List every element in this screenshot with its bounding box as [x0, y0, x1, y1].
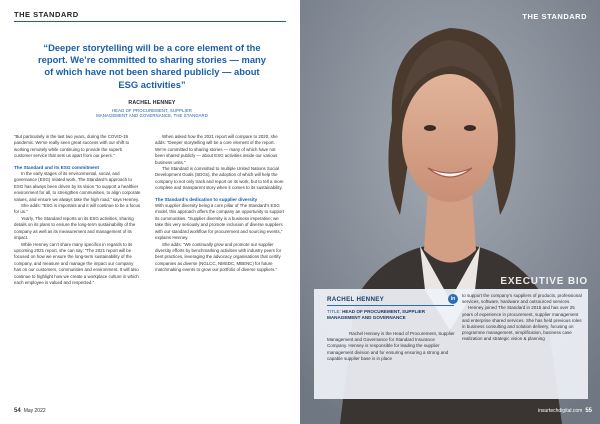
pull-quote: “Deeper storytelling will be a core element of the report. We’re committed to sharing stories — many of which have not been shared publicly — about ESG activities”: [37, 42, 266, 90]
paragraph: When asked how the 2021 report will compare to 2020, she adds: “Deeper storytelling will be a core element of the report. We’re committed to sharing stories — many of which have not been shared publicly — about ESG activities inside our various business units.”: [155, 134, 278, 165]
subheading: The Standard’s dedication to supplier diversity: [155, 196, 258, 202]
right-page: [300, 0, 600, 424]
bio-text-column-2: [462, 293, 582, 343]
executive-bio-box: [314, 289, 588, 399]
paragraph: The Standard is committed to multiple United Nations Social Development Goals (SDGs), the adoption of which will help the company to not only track and report on its work, but to tell a more complete and transparent story when it comes to its sustainability.: [155, 166, 284, 191]
section-tag: THE STANDARD: [522, 12, 587, 21]
bio-title-value: HEAD OF PROCUREMENT, SUPPLIER MANAGEMENT AND GOVERNANCE: [327, 309, 426, 321]
linkedin-icon[interactable]: in: [448, 294, 458, 304]
paragraph: She adds: “ESG is important and it will continue to be a focus for us.”: [14, 203, 141, 215]
quote-attribution-title: HEAD OF PROCUREMENT, SUPPLIER MANAGEMENT AND GOVERNANCE, THE STANDARD: [96, 108, 208, 119]
paragraph: Yearly, The Standard reports on its ESG activities, sharing details on its plans to ensure the long-term sustainability of the company as well as its measurement and management of its impact.: [14, 215, 136, 241]
bio-title: [327, 309, 457, 321]
header-rule: [14, 21, 286, 22]
paragraph: to support the company’s suppliers of products, professional services, software, hardware and outsourced services.: [462, 293, 582, 305]
page-footer-left: [14, 408, 46, 414]
section-tag: THE STANDARD: [14, 10, 79, 19]
paragraph: Henney joined The Standard in 2015 and has over 25 years of experience in procurement, supplier management and enterprise shared services. She has held previous roles in business consulting and solution delivery, focusing on programme management, simplification, business case realization and strategic vision & planning: [462, 305, 582, 342]
article-column-2: [155, 134, 286, 274]
paragraph: In the early stages of its environmental, social, and governance (ESG) related work, The Standard’s approach to ESG has always been driven by its vision “to support a healthier environment for all, to strengthen communities, to align corporate values, and ensure we always take the high road,” says Henney.: [14, 171, 141, 202]
page-number: 55: [585, 408, 592, 414]
paragraph: “But particularly in the last two years, during the COVID-19 pandemic. We’ve really seen great success with our shift to working remotely while continuing to provide the superb customer service that sets us apart from our peers.”: [14, 134, 130, 159]
bio-divider: [327, 305, 454, 306]
paragraph: Rachel Henney is the Head of Procurement, Supplier Management and Governance for Standard Insurance Company. Henney is responsible for leading the supplier management division and for ensuring ensuring a strong and capable supplier base is in place: [327, 331, 455, 361]
quote-attribution-name: RACHEL HENNEY: [128, 100, 176, 106]
article-column-1: [14, 134, 141, 286]
paragraph: She adds: “We continually grow and promote our supplier diversity efforts by benchmarking activities with industry peers for best practices, leveraging the advocacy organisations that certify companies as diverse (NGLCC, NMSDC, MBENC) for future matchmaking events to grow our portfolio of diverse suppliers.”: [155, 241, 282, 273]
bio-text-column-1: [327, 331, 455, 362]
paragraph: While Henney can’t share many specifics in regards to its upcoming 2021 report, she can say: “The 2021 report will be focused on how we ensure the long-term sustainability of the company, and measure and manage the impact our company has on our customers, communities and environment. It will also continue to highlight how we create a workplace culture in which each employee is valued and respected.”: [14, 241, 139, 285]
executive-bio-label: EXECUTIVE BIO: [500, 276, 588, 287]
subheading: The Standard and its ESG commitment: [14, 164, 99, 170]
page-number: 54: [14, 408, 21, 414]
paragraph: With supplier diversity being a core pillar of The Standard’s ESG model, this approach offers the company an opportunity to support its communities. “Supplier diversity is a business imperative; we take this very seriously and promote inclusion of diverse suppliers with our standard workflow for procurement and sourcing events,” explains Henney.: [155, 203, 285, 241]
issue-date: May 2022: [23, 408, 46, 414]
bio-title-prefix: TITLE:: [327, 309, 341, 314]
site-url[interactable]: insurtechdigital.com: [538, 408, 583, 414]
bio-name: RACHEL HENNEY: [327, 296, 385, 303]
page-footer-right: [538, 408, 592, 414]
